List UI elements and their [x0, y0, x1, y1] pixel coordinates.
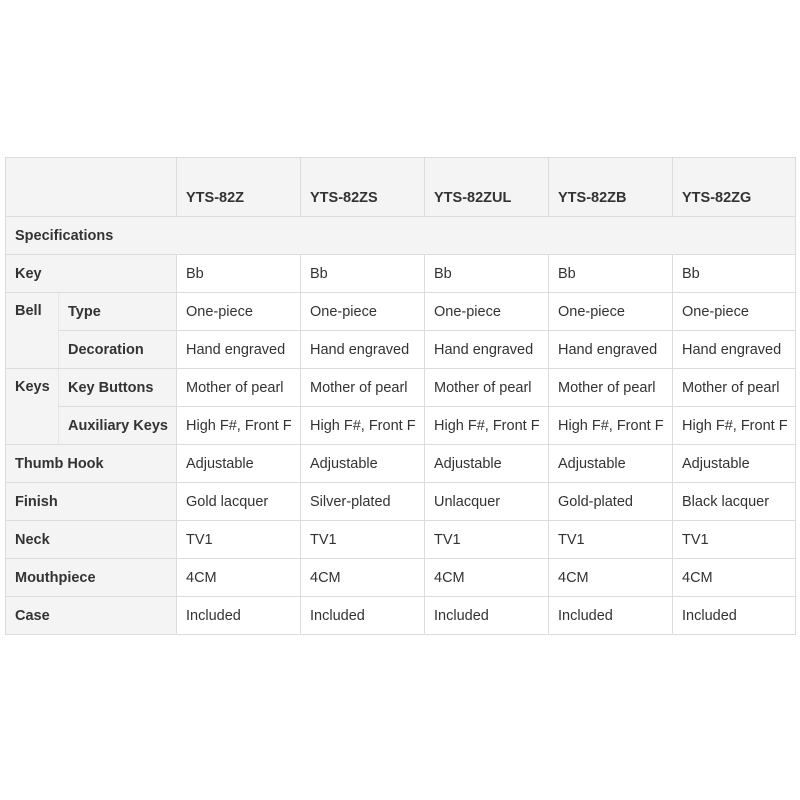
table-cell: Hand engraved [301, 331, 425, 369]
table-cell: Mother of pearl [177, 369, 301, 407]
spec-table [5, 157, 796, 635]
table-cell: Bb [425, 255, 549, 293]
row-label-finish: Finish [6, 483, 177, 521]
table-cell: 4CM [673, 559, 796, 597]
table-cell: Hand engraved [673, 331, 796, 369]
table-cell: 4CM [177, 559, 301, 597]
row-label-bell: Bell [6, 293, 59, 369]
table-cell: Mother of pearl [425, 369, 549, 407]
table-cell: High F#, Front F [425, 407, 549, 445]
table-row [6, 483, 796, 521]
table-cell: High F#, Front F [177, 407, 301, 445]
row-label-keys: Keys [6, 369, 59, 445]
header-corner [6, 158, 177, 217]
table-cell: 4CM [425, 559, 549, 597]
table-cell: Hand engraved [177, 331, 301, 369]
table-cell: TV1 [549, 521, 673, 559]
table-row [6, 407, 796, 445]
table-cell: Included [673, 597, 796, 635]
table-cell: High F#, Front F [301, 407, 425, 445]
table-cell: 4CM [301, 559, 425, 597]
table-cell: Included [177, 597, 301, 635]
table-cell: Unlacquer [425, 483, 549, 521]
row-label-bell-decoration: Decoration [59, 331, 177, 369]
table-cell: Hand engraved [549, 331, 673, 369]
row-label-neck: Neck [6, 521, 177, 559]
table-cell: One-piece [673, 293, 796, 331]
table-cell: Included [425, 597, 549, 635]
table-cell: Bb [301, 255, 425, 293]
table-cell: Included [301, 597, 425, 635]
model-header-row [6, 158, 796, 217]
model-header: YTS-82ZB [549, 158, 673, 217]
table-cell: Mother of pearl [301, 369, 425, 407]
table-cell: High F#, Front F [673, 407, 796, 445]
model-header: YTS-82ZS [301, 158, 425, 217]
model-header: YTS-82Z [177, 158, 301, 217]
table-cell: One-piece [549, 293, 673, 331]
table-cell: Black lacquer [673, 483, 796, 521]
table-cell: Bb [673, 255, 796, 293]
row-label-mouthpiece: Mouthpiece [6, 559, 177, 597]
table-cell: Adjustable [301, 445, 425, 483]
table-cell: High F#, Front F [549, 407, 673, 445]
table-cell: Gold lacquer [177, 483, 301, 521]
row-label-key: Key [6, 255, 177, 293]
table-row [6, 597, 796, 635]
table-cell: Bb [177, 255, 301, 293]
table-cell: Mother of pearl [549, 369, 673, 407]
table-cell: Included [549, 597, 673, 635]
table-row [6, 521, 796, 559]
table-cell: Silver-plated [301, 483, 425, 521]
table-row [6, 331, 796, 369]
table-cell: Adjustable [177, 445, 301, 483]
row-label-case: Case [6, 597, 177, 635]
model-header: YTS-82ZG [673, 158, 796, 217]
row-label-auxiliary-keys: Auxiliary Keys [59, 407, 177, 445]
table-row [6, 369, 796, 407]
row-label-bell-type: Type [59, 293, 177, 331]
table-cell: TV1 [673, 521, 796, 559]
table-cell: Adjustable [673, 445, 796, 483]
table-row [6, 255, 796, 293]
table-cell: TV1 [177, 521, 301, 559]
table-cell: TV1 [425, 521, 549, 559]
section-row [6, 217, 796, 255]
table-cell: Adjustable [425, 445, 549, 483]
table-cell: 4CM [549, 559, 673, 597]
table-cell: Adjustable [549, 445, 673, 483]
table-cell: Mother of pearl [673, 369, 796, 407]
table-cell: One-piece [425, 293, 549, 331]
table-cell: Gold-plated [549, 483, 673, 521]
table-cell: TV1 [301, 521, 425, 559]
table-row [6, 559, 796, 597]
table-cell: One-piece [177, 293, 301, 331]
section-title: Specifications [6, 217, 796, 255]
table-cell: Bb [549, 255, 673, 293]
table-cell: Hand engraved [425, 331, 549, 369]
row-label-thumb-hook: Thumb Hook [6, 445, 177, 483]
table-row [6, 445, 796, 483]
model-header: YTS-82ZUL [425, 158, 549, 217]
table-row [6, 293, 796, 331]
table-cell: One-piece [301, 293, 425, 331]
row-label-key-buttons: Key Buttons [59, 369, 177, 407]
